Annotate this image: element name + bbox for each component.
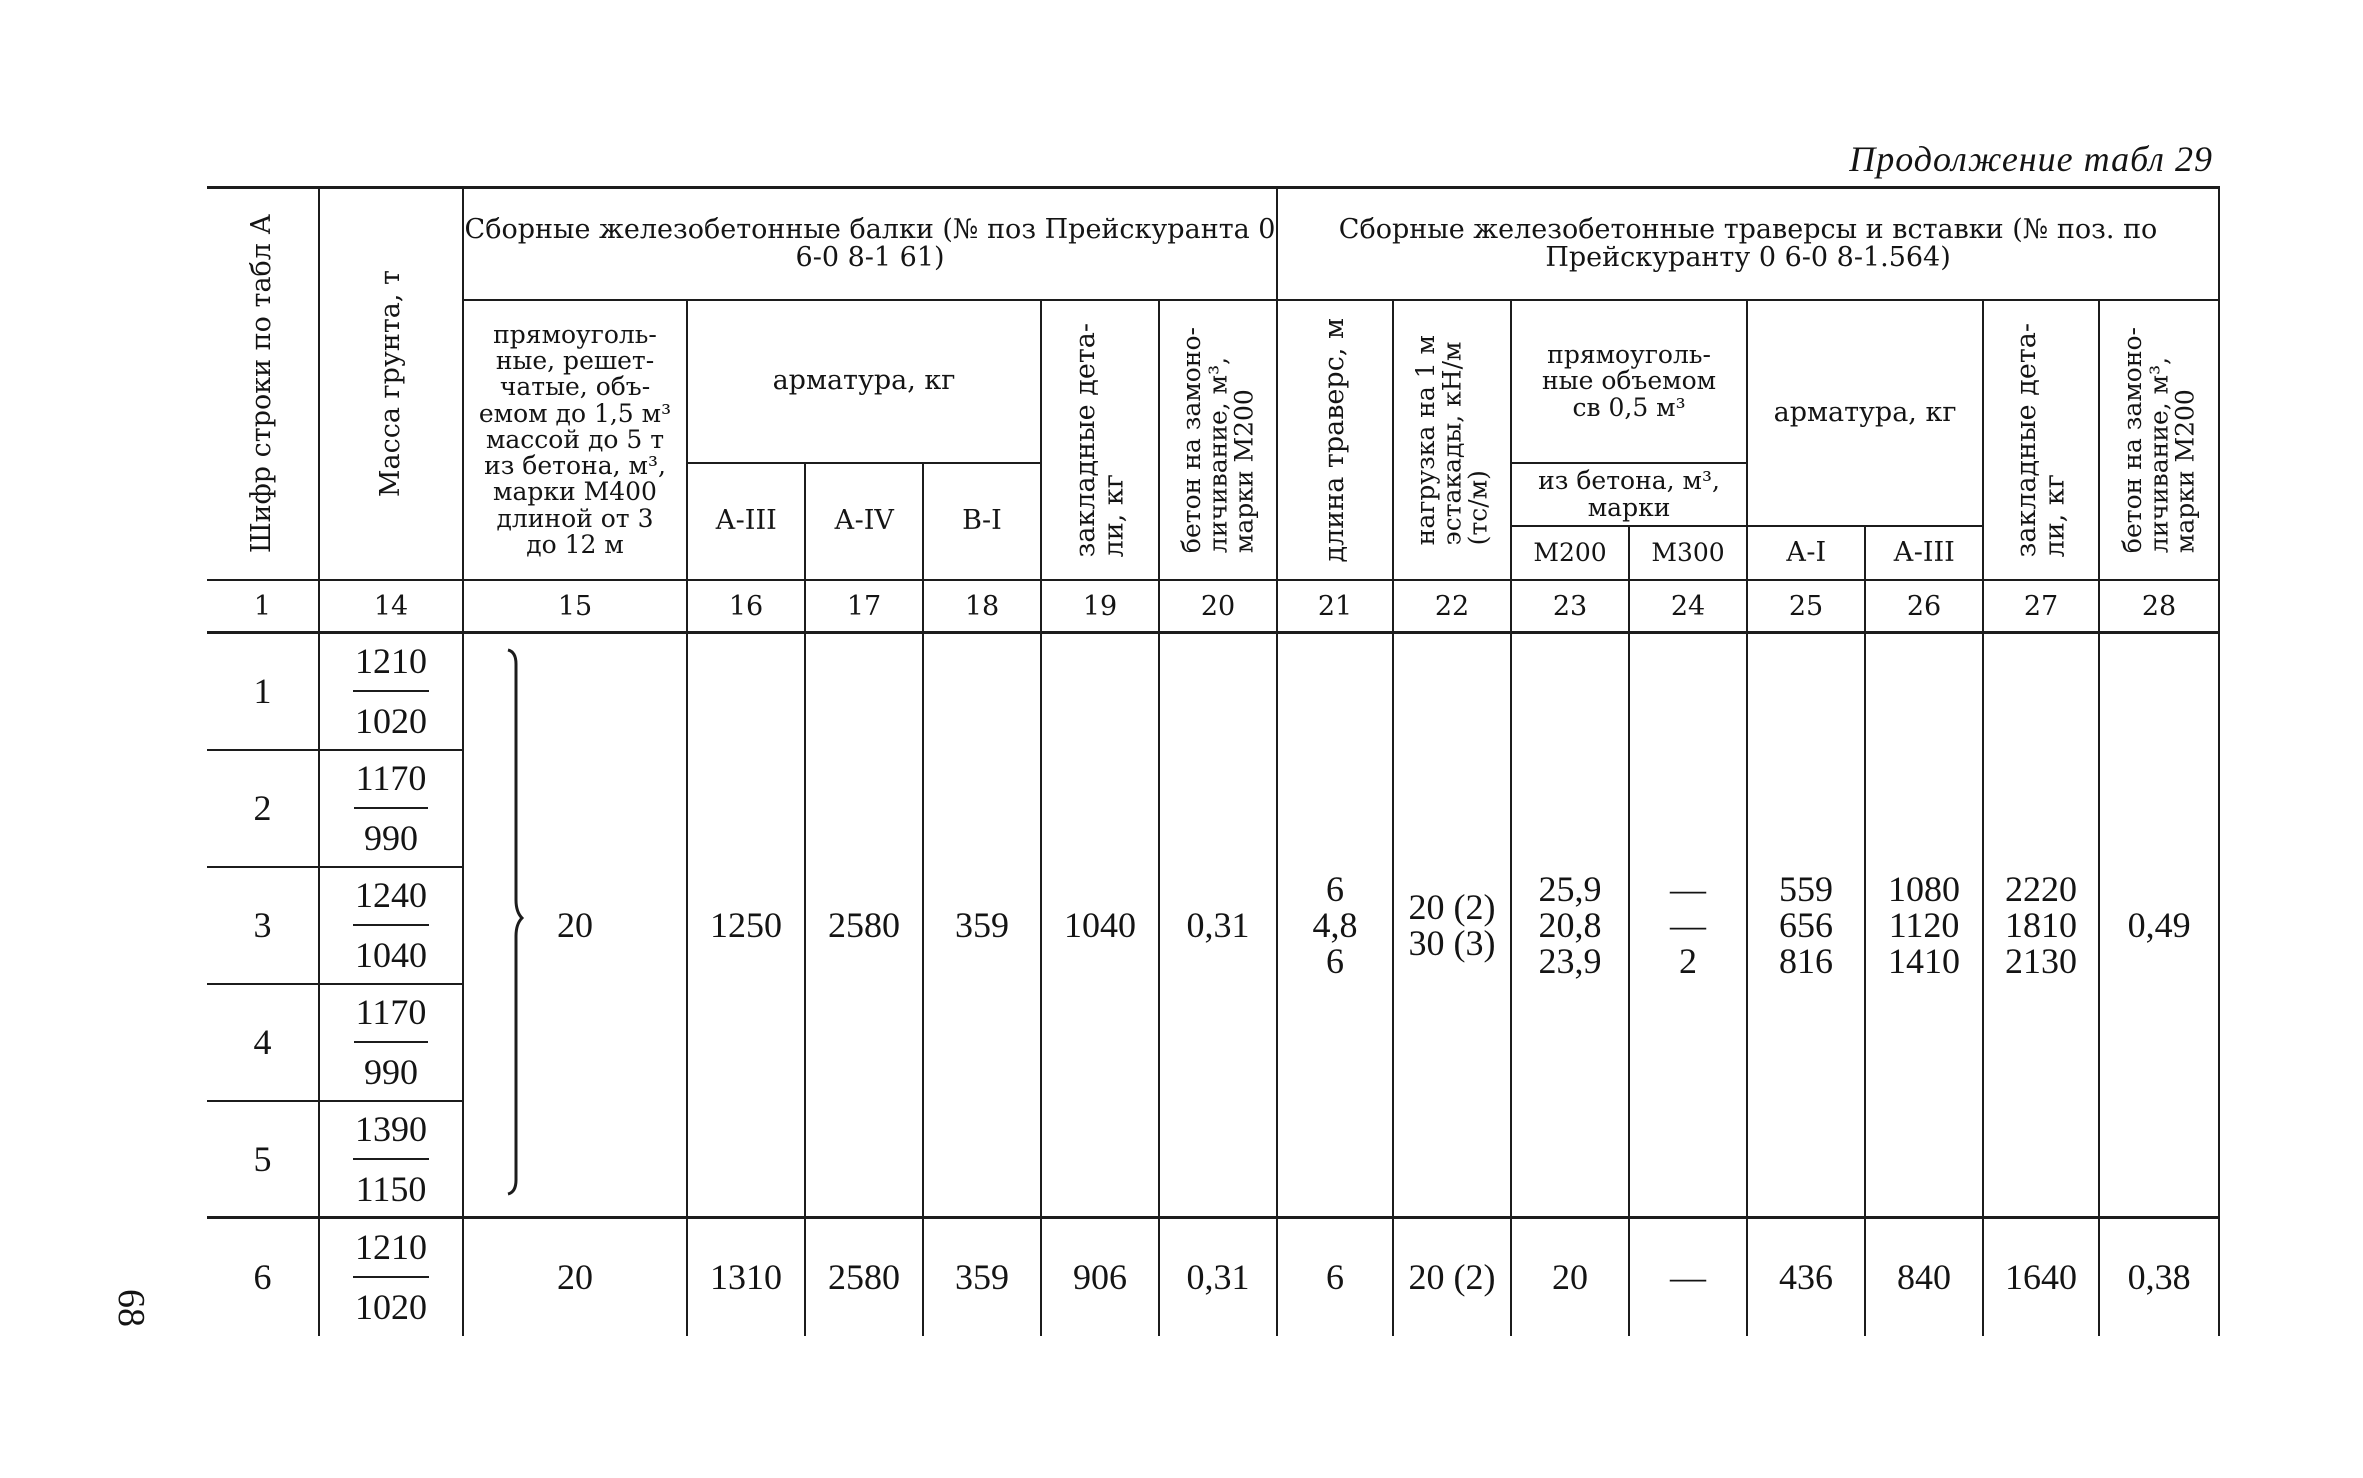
header-m300: М300: [1629, 526, 1747, 580]
header-rebar-a4: А-IV: [805, 463, 923, 580]
embedded-parts-value: 1040: [1041, 633, 1159, 1218]
header-load-per-meter: нагрузка на 1 м эстакады, кН/м (тс/м): [1393, 300, 1511, 580]
rebar-a1-value: 559 656 816: [1747, 633, 1865, 1218]
column-number: 24: [1629, 580, 1747, 633]
column-number: 14: [319, 580, 463, 633]
soil-mass-fraction: $\frac{1170}{990}$: [319, 984, 463, 1101]
column-number: 18: [923, 580, 1041, 633]
column-number: 26: [1865, 580, 1983, 633]
embedded-parts-trav-value: 1640: [1983, 1218, 2099, 1336]
soil-mass-fraction: $\frac{1210}{1020}$: [319, 1218, 463, 1336]
embedded-parts-value: 906: [1041, 1218, 1159, 1336]
rebar-a3-value: 1250: [687, 633, 805, 1218]
header-group-beams: Сборные железобетонные балки (№ поз Прейскуранта 0 6-0 8-1 61): [463, 188, 1277, 301]
concrete-joint-value: 0,31: [1159, 633, 1277, 1218]
column-number: 23: [1511, 580, 1629, 633]
header-concrete-grade: из бетона, м³, марки: [1511, 463, 1747, 526]
rebar-b1-value: 359: [923, 633, 1041, 1218]
rebar-b1-value: 359: [923, 1218, 1041, 1336]
row-code: 4: [207, 984, 319, 1101]
concrete-joint-trav-value: 0,38: [2099, 1218, 2219, 1336]
rebar-a4-value: 2580: [805, 633, 923, 1218]
column-number: 1: [207, 580, 319, 633]
header-rebar-beams: арматура, кг: [687, 300, 1041, 463]
load-value: 20 (2) 30 (3): [1393, 633, 1511, 1218]
header-rect-traverses: прямоуголь- ные объемом св 0,5 м³: [1511, 300, 1747, 463]
header-soil-mass: Масса грунта, т: [319, 188, 463, 581]
column-number: 28: [2099, 580, 2219, 633]
row-code: 6: [207, 1218, 319, 1336]
load-value: 20 (2): [1393, 1218, 1511, 1336]
m300-value: — — 2: [1629, 633, 1747, 1218]
m200-value: 20: [1511, 1218, 1629, 1336]
column-number: 17: [805, 580, 923, 633]
table-continuation-caption: Продолжение табл 29: [1849, 139, 2213, 179]
header-concrete-joint-traverses: бетон на замоно- личивание, м³, марки М200: [2099, 300, 2219, 580]
rebar-a4-value: 2580: [805, 1218, 923, 1336]
rebar-a1-value: 436: [1747, 1218, 1865, 1336]
column-number: 21: [1277, 580, 1393, 633]
column-number: 22: [1393, 580, 1511, 633]
header-embedded-parts-beams: закладные дета- ли, кг: [1041, 300, 1159, 580]
column-number: 15: [463, 580, 687, 633]
column-number: 20: [1159, 580, 1277, 633]
column-number: 16: [687, 580, 805, 633]
header-rebar-a1: А-I: [1747, 526, 1865, 580]
header-rebar-a3: А-III: [687, 463, 805, 580]
page-number: 68: [110, 1289, 152, 1327]
soil-mass-fraction: $\frac{1210}{1020}$: [319, 633, 463, 750]
header-rebar-a3-trav: А-III: [1865, 526, 1983, 580]
header-group-traverses: Сборные железобетонные траверсы и вставки (№ поз. по Прейскуранту 0 6-0 8-1.564): [1277, 188, 2219, 301]
header-m200: М200: [1511, 526, 1629, 580]
column-number: 19: [1041, 580, 1159, 633]
row-code: 3: [207, 867, 319, 984]
column-number: 25: [1747, 580, 1865, 633]
row-code: 1: [207, 633, 319, 750]
m200-value: 25,9 20,8 23,9: [1511, 633, 1629, 1218]
soil-mass-fraction: $\frac{1240}{1040}$: [319, 867, 463, 984]
header-rebar-b1: В-I: [923, 463, 1041, 580]
header-row-code: Шифр строки по табл А: [207, 188, 319, 581]
m300-value: —: [1629, 1218, 1747, 1336]
header-rebar-traverses: арматура, кг: [1747, 300, 1983, 526]
rebar-a3-trav-value: 1080 1120 1410: [1865, 633, 1983, 1218]
row-code: 2: [207, 750, 319, 867]
rebar-a3-trav-value: 840: [1865, 1218, 1983, 1336]
embedded-parts-trav-value: 2220 1810 2130: [1983, 633, 2099, 1218]
soil-mass-fraction: $\frac{1170}{990}$: [319, 750, 463, 867]
concrete-joint-trav-value: 0,49: [2099, 633, 2219, 1218]
concrete-joint-value: 0,31: [1159, 1218, 1277, 1336]
traverse-length-value: 6: [1277, 1218, 1393, 1336]
header-rect-beams-volume: прямоуголь- ные, решет- чатые, объ- емом до 1,5 м³ массой до 5 т из бетона, м³, марки М400 длиной от 3 до 12 м: [463, 300, 687, 580]
header-concrete-joint-beams: бетон на замоно- личивание, м³, марки М200: [1159, 300, 1277, 580]
beam-volume-value: 20: [463, 633, 687, 1218]
row-code: 5: [207, 1101, 319, 1218]
rebar-a3-value: 1310: [687, 1218, 805, 1336]
price-table: [207, 186, 2220, 1336]
column-number: 27: [1983, 580, 2099, 633]
header-traverse-length: длина траверс, м: [1277, 300, 1393, 580]
header-embedded-parts-traverses: закладные дета- ли, кг: [1983, 300, 2099, 580]
soil-mass-fraction: $\frac{1390}{1150}$: [319, 1101, 463, 1218]
beam-volume-value: 20: [463, 1218, 687, 1336]
traverse-length-value: 6 4,8 6: [1277, 633, 1393, 1218]
